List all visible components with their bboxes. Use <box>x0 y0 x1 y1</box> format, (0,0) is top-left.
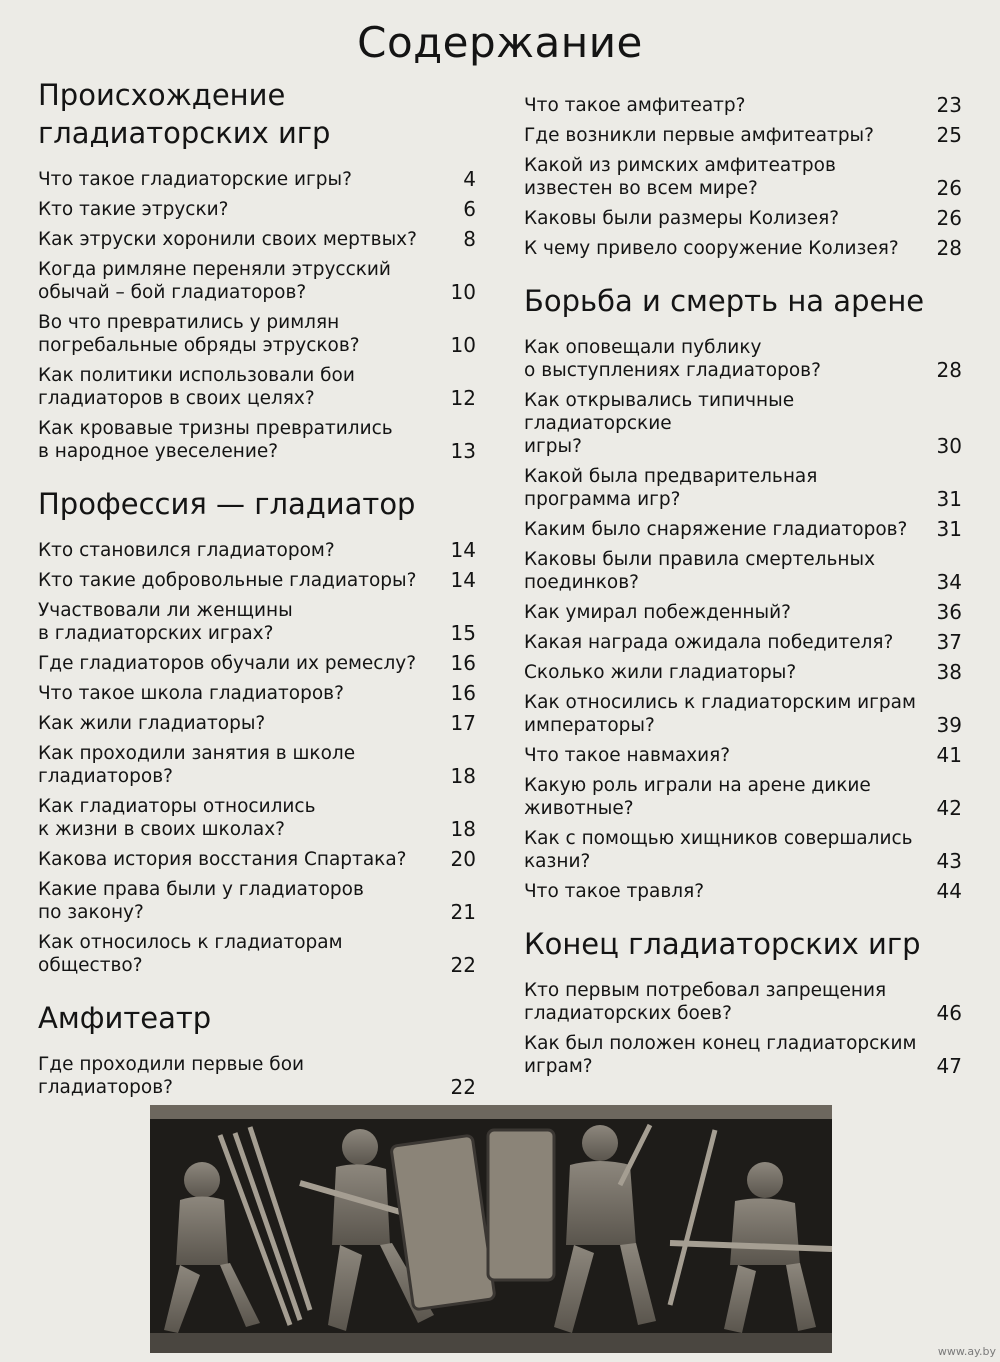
toc-entry-page-number: 47 <box>936 1054 962 1078</box>
toc-entry[interactable] <box>524 631 964 654</box>
toc-entry-page-number: 18 <box>450 764 476 788</box>
toc-section <box>524 925 964 1078</box>
toc-entry-title: Что такое школа гладиаторов? <box>38 683 344 704</box>
toc-entry[interactable] <box>38 712 478 735</box>
toc-entry[interactable] <box>524 744 964 767</box>
toc-entry-title: Где проходили первые бои гладиаторов? <box>38 1054 305 1098</box>
toc-entry-title: Как этруски хоронили своих мертвых? <box>38 229 417 250</box>
toc-entry[interactable] <box>524 94 964 117</box>
toc-entry[interactable] <box>524 518 964 541</box>
toc-entry[interactable] <box>524 661 964 684</box>
toc-entry-title: Как относились к гладиаторским играм императоры? <box>524 692 916 736</box>
toc-entry-title: Как кровавые тризны превратились в народное увеселение? <box>38 418 393 462</box>
page-title: Содержание <box>357 18 643 67</box>
toc-entry-title: Каковы были размеры Колизея? <box>524 208 840 229</box>
toc-entry-title: Каковы были правила смертельных поединков? <box>524 549 876 593</box>
toc-entry[interactable] <box>38 569 478 592</box>
toc-entry-page-number: 39 <box>936 713 962 737</box>
toc-entry-title: Какой была предварительная программа игр? <box>524 466 818 510</box>
toc-section <box>38 485 478 977</box>
toc-entry[interactable] <box>524 237 964 260</box>
toc-entry-title: Как с помощью хищников совершались казни? <box>524 828 913 872</box>
watermark: www.ay.by <box>937 1345 996 1358</box>
toc-entry-page-number: 16 <box>450 681 476 705</box>
toc-entry-page-number: 26 <box>936 176 962 200</box>
toc-entry-page-number: 23 <box>936 93 962 117</box>
toc-entry[interactable] <box>524 1032 964 1078</box>
toc-entry[interactable] <box>38 417 478 463</box>
toc-entry-page-number: 28 <box>936 358 962 382</box>
toc-entry-page-number: 44 <box>936 879 962 903</box>
section-title: Амфитеатр <box>38 1001 212 1035</box>
toc-entry-title: Как гладиаторы относились к жизни в своих школах? <box>38 796 316 840</box>
toc-entry-page-number: 28 <box>936 236 962 260</box>
toc-entry-title: Кто такие этруски? <box>38 199 229 220</box>
toc-entry-title: Какова история восстания Спартака? <box>38 849 407 870</box>
toc-entry-title: Что такое навмахия? <box>524 745 731 766</box>
toc-entry[interactable] <box>38 228 478 251</box>
toc-entry-page-number: 10 <box>450 280 476 304</box>
toc-entry-page-number: 18 <box>450 817 476 841</box>
toc-entry-page-number: 37 <box>936 630 962 654</box>
toc-entry[interactable] <box>524 336 964 382</box>
toc-entry-page-number: 42 <box>936 796 962 820</box>
toc-entry-title: Что такое травля? <box>524 881 705 902</box>
toc-entry-page-number: 38 <box>936 660 962 684</box>
toc-left-column <box>38 76 478 1106</box>
toc-entry-page-number: 26 <box>936 206 962 230</box>
toc-entry-title: Что такое гладиаторские игры? <box>38 169 352 190</box>
toc-entry-title: Кто такие добровольные гладиаторы? <box>38 570 417 591</box>
toc-entry[interactable] <box>38 168 478 191</box>
toc-entry-page-number: 30 <box>936 434 962 458</box>
toc-entry-page-number: 12 <box>450 386 476 410</box>
toc-entry[interactable] <box>524 979 964 1025</box>
toc-entry-title: Кто становился гладиатором? <box>38 540 335 561</box>
toc-entry-page-number: 43 <box>936 849 962 873</box>
toc-entry[interactable] <box>524 465 964 511</box>
toc-right-column <box>524 94 964 1085</box>
toc-entry-page-number: 46 <box>936 1001 962 1025</box>
toc-entry-title: Где возникли первые амфитеатры? <box>524 125 874 146</box>
toc-entry-page-number: 16 <box>450 651 476 675</box>
toc-entry[interactable] <box>524 389 964 458</box>
toc-entry-title: Как относилось к гладиаторам общество? <box>38 932 343 976</box>
toc-entry[interactable] <box>38 539 478 562</box>
toc-entry-page-number: 17 <box>450 711 476 735</box>
toc-entry[interactable] <box>524 124 964 147</box>
toc-entry-page-number: 34 <box>936 570 962 594</box>
toc-entry[interactable] <box>524 207 964 230</box>
toc-entry[interactable] <box>38 599 478 645</box>
toc-entry-page-number: 20 <box>450 847 476 871</box>
section-title: Профессия — гладиатор <box>38 487 416 521</box>
toc-entry-page-number: 31 <box>936 487 962 511</box>
toc-entry-page-number: 22 <box>450 953 476 977</box>
toc-entry-title: Как был положен конец гладиаторским играм? <box>524 1033 917 1077</box>
toc-entry-page-number: 13 <box>450 439 476 463</box>
toc-entry[interactable] <box>524 548 964 594</box>
toc-entry-title: Где гладиаторов обучали их ремеслу? <box>38 653 417 674</box>
toc-entry-title: Во что превратились у римлян погребальные обряды этрусков? <box>38 312 360 356</box>
toc-entry-title: Какой из римских амфитеатров известен во всем мире? <box>524 155 836 199</box>
relief-illustration <box>150 1105 832 1353</box>
toc-entry-title: Как жили гладиаторы? <box>38 713 266 734</box>
toc-entry-title: Какие права были у гладиаторов по закону? <box>38 879 364 923</box>
toc-entry-title: Когда римляне переняли этрусский обычай – бой гладиаторов? <box>38 259 391 303</box>
section-title: Конец гладиаторских игр <box>524 927 921 961</box>
toc-section <box>524 282 964 903</box>
toc-entry[interactable] <box>38 931 478 977</box>
toc-entry[interactable] <box>524 691 964 737</box>
toc-entry-title: К чему привело сооружение Колизея? <box>524 238 899 259</box>
toc-entry-page-number: 10 <box>450 333 476 357</box>
toc-entry-title: Каким было снаряжение гладиаторов? <box>524 519 908 540</box>
gladiator-relief-image <box>150 1105 832 1353</box>
toc-entry-page-number: 22 <box>450 1075 476 1099</box>
toc-entry[interactable] <box>524 827 964 873</box>
toc-entry-page-number: 25 <box>936 123 962 147</box>
toc-entry[interactable] <box>524 601 964 624</box>
toc-entry[interactable] <box>38 198 478 221</box>
toc-entry-title: Какую роль играли на арене дикие животные? <box>524 775 871 819</box>
toc-entry-title: Сколько жили гладиаторы? <box>524 662 797 683</box>
toc-entry[interactable] <box>38 1053 478 1099</box>
toc-entry[interactable] <box>38 742 478 788</box>
toc-entry-page-number: 14 <box>450 538 476 562</box>
toc-entry-title: Кто первым потребовал запрещения гладиаторских боев? <box>524 980 887 1024</box>
toc-entry[interactable] <box>38 364 478 410</box>
toc-section <box>524 94 964 260</box>
toc-entry-title: Что такое амфитеатр? <box>524 95 746 116</box>
section-title: Борьба и смерть на арене <box>524 284 925 318</box>
toc-entry-page-number: 15 <box>450 621 476 645</box>
toc-section <box>38 76 478 463</box>
toc-entry[interactable] <box>38 258 478 304</box>
toc-entry-title: Как политики использовали бои гладиаторов в своих целях? <box>38 365 355 409</box>
toc-entry-page-number: 31 <box>936 517 962 541</box>
toc-entry-page-number: 6 <box>463 197 476 221</box>
toc-entry-title: Участвовали ли женщины в гладиаторских играх? <box>38 600 293 644</box>
toc-entry[interactable] <box>38 311 478 357</box>
toc-entry[interactable] <box>524 154 964 200</box>
toc-section <box>38 999 478 1099</box>
toc-entry[interactable] <box>38 878 478 924</box>
toc-entry-title: Какая награда ожидала победителя? <box>524 632 894 653</box>
toc-entry-page-number: 36 <box>936 600 962 624</box>
toc-entry-page-number: 21 <box>450 900 476 924</box>
toc-entry[interactable] <box>38 682 478 705</box>
toc-entry-page-number: 14 <box>450 568 476 592</box>
toc-entry-page-number: 4 <box>463 167 476 191</box>
toc-entry-page-number: 8 <box>463 227 476 251</box>
section-title: Происхождение гладиаторских игр <box>38 78 331 150</box>
toc-entry-page-number: 41 <box>936 743 962 767</box>
toc-entry[interactable] <box>524 774 964 820</box>
toc-entry[interactable] <box>524 880 964 903</box>
toc-entry-title: Как открывались типичные гладиаторские игры? <box>524 390 795 457</box>
toc-entry[interactable] <box>38 848 478 871</box>
toc-entry-title: Как умирал побежденный? <box>524 602 791 623</box>
toc-entry[interactable] <box>38 795 478 841</box>
toc-entry[interactable] <box>38 652 478 675</box>
toc-entry-title: Как проходили занятия в школе гладиаторов? <box>38 743 356 787</box>
toc-entry-title: Как оповещали публику о выступлениях гладиаторов? <box>524 337 821 381</box>
